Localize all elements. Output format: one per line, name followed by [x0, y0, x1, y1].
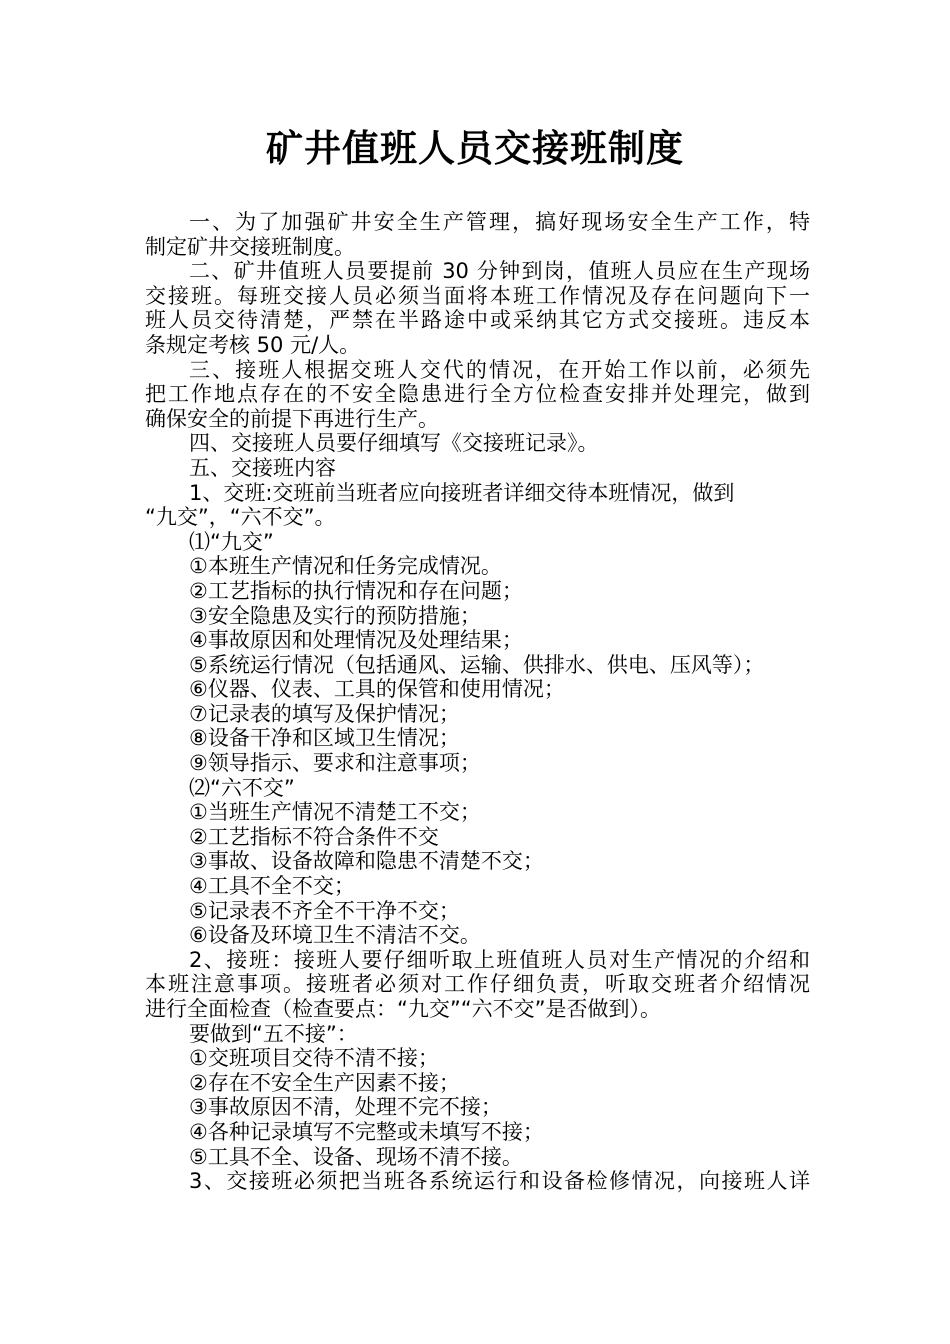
text-line: 1、交班:交班前当班者应向接班者详细交待本班情况，做到 [189, 480, 735, 505]
text-line: 条规定考核 50 元/人。 [145, 332, 361, 357]
text-line: 2、接班：接班人要仔细听取上班值班人员对生产情况的介绍和 [189, 947, 810, 972]
text-line: ⑨领导指示、要求和注意事项； [189, 751, 481, 776]
text-line: ⑦记录表的填写及保护情况； [189, 701, 460, 726]
text-line: 要做到“五不接”： [189, 1021, 358, 1046]
text-line: 制定矿井交接班制度。 [145, 234, 355, 259]
document-title: 矿井值班人员交接班制度 [266, 127, 684, 170]
text-line: 五、交接班内容 [189, 455, 336, 480]
text-line: ⑤工具不全、设备、现场不清不接。 [189, 1144, 523, 1169]
text-line: ③事故原因不清，处理不完不接； [189, 1095, 502, 1120]
text-line: 3、交接班必须把当班各系统运行和设备检修情况，向接班人详 [189, 1169, 810, 1194]
text-line: ⑤系统运行情况（包括通风、运输、供排水、供电、压风等）； [189, 652, 765, 677]
text-line: ③安全隐患及实行的预防措施； [189, 603, 481, 628]
text-line: ②工艺指标的执行情况和存在问题； [189, 578, 523, 603]
text-line: ①当班生产情况不清楚工不交； [189, 800, 481, 825]
text-line: ⑥仪器、仪表、工具的保管和使用情况； [189, 677, 565, 702]
text-line: ⑧设备干净和区域卫生情况； [189, 726, 460, 751]
text-line: ④事故原因和处理情况及处理结果； [189, 628, 523, 653]
text-line: ②工艺指标不符合条件不交 [189, 824, 439, 849]
text-line: 本班注意事项。接班者必须对工作仔细负责，听取交班者介绍情况 [145, 972, 810, 997]
text-line: ⑵“六不交” [189, 775, 295, 800]
text-line: 三、接班人根据交班人交代的情况，在开始工作以前，必须先 [189, 357, 810, 382]
text-line: ④工具不全不交； [189, 874, 355, 899]
text-line: 交接班。每班交接人员必须当面将本班工作情况及存在问题向下一 [145, 283, 810, 308]
text-line: ⑥设备及环境卫生不清洁不交。 [189, 923, 481, 948]
text-line: ④各种记录填写不完整或未填写不接； [189, 1119, 544, 1144]
text-line: 一、为了加强矿井安全生产管理，搞好现场安全生产工作，特 [189, 210, 810, 234]
text-line: 进行全面检查（检查要点：“九交”“六不交”是否做到）。 [145, 997, 662, 1021]
text-line: 四、交接班人员要仔细填写《交接班记录》。 [189, 431, 599, 456]
text-line: ①交班项目交待不清不接； [189, 1046, 439, 1071]
text-line: 班人员交待清楚，严禁在半路途中或采纳其它方式交接班。违反本 [145, 308, 810, 333]
text-line: ③事故、设备故障和隐患不清楚不交； [189, 849, 544, 874]
text-line: ①本班生产情况和任务完成情况。 [189, 554, 502, 579]
document-body [145, 210, 810, 1194]
text-line: ⑴“九交” [189, 529, 274, 554]
text-line: “九交”，“六不交”。 [145, 505, 336, 530]
text-line: ⑤记录表不齐全不干净不交； [189, 898, 460, 923]
text-line: 把工作地点存在的不安全隐患进行全方位检查安排并处理完，做到 [145, 382, 810, 407]
text-line: 确保安全的前提下再进行生产。 [145, 406, 439, 431]
text-line: 二、矿井值班人员要提前 30 分钟到岗，值班人员应在生产现场 [189, 259, 810, 284]
text-line: ②存在不安全生产因素不接； [189, 1070, 460, 1095]
